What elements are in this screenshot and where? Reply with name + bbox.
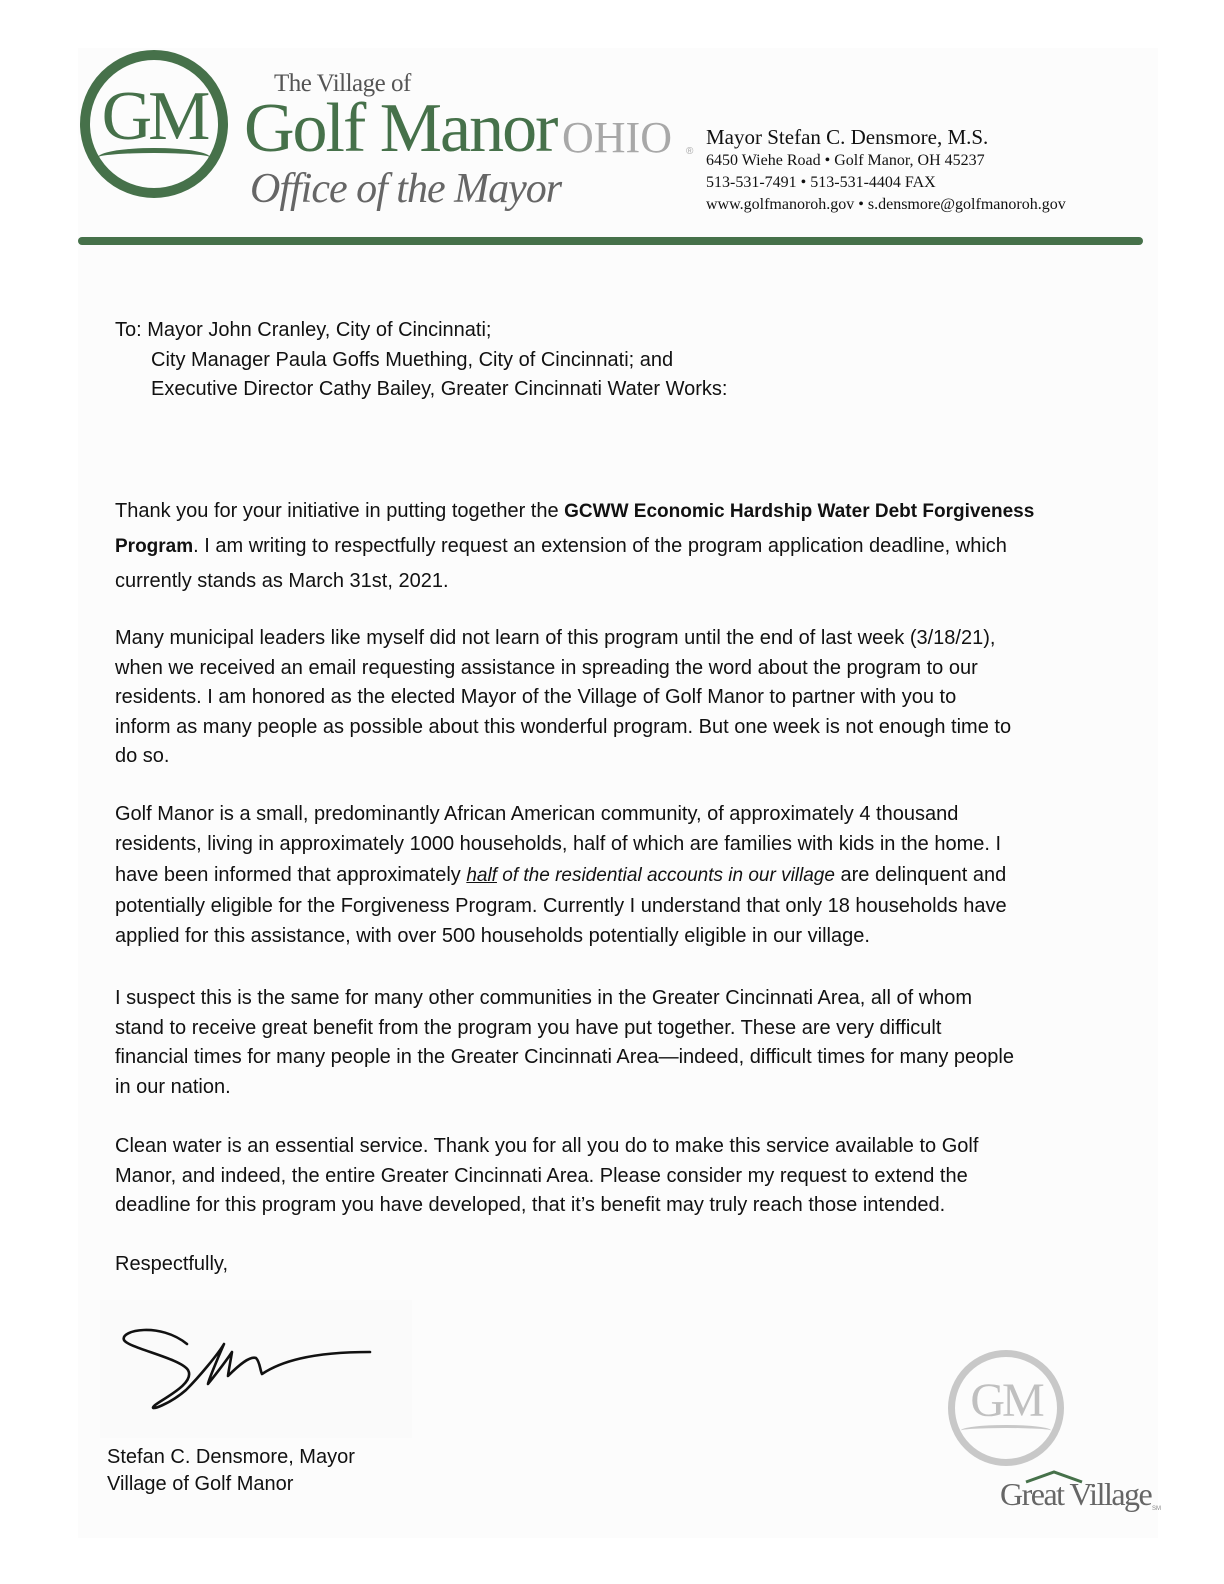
text-line: I suspect this is the same for many other communities in the Greater Cincinnati Area, all of whom [115, 987, 973, 1009]
footer-gm-logo [948, 1350, 1064, 1466]
village-of-label: The Village of [274, 70, 411, 97]
text-line: Clean water is an essential service. Thank you for all you do to make this service available to Golf [115, 1135, 979, 1157]
letterhead-divider [78, 237, 1143, 245]
text-line: in our nation. [115, 1075, 231, 1098]
text-line: inform as many people as possible about this wonderful program. But one week is not enough time to [115, 715, 1012, 738]
text-line: potentially eligible for the Forgiveness Program. Currently I understand that only 18 households have [115, 895, 1007, 917]
text-run: have been informed that approximately [115, 864, 467, 886]
logo-monogram: GM [101, 78, 207, 155]
signer-block [107, 1444, 355, 1498]
paragraph-5 [115, 1132, 1105, 1221]
text-line: residents. I am honored as the elected Mayor of the Village of Golf Manor to partner with you to [115, 686, 957, 708]
address: 6450 Wiehe Road • Golf Manor, OH 45237 [706, 152, 985, 169]
great-village-tagline: Great Village [1000, 1476, 1152, 1512]
recipient-line: To: Mayor John Cranley, City of Cincinnati; [115, 319, 492, 341]
footer-swoosh-icon [961, 1425, 1051, 1436]
contact-block [706, 124, 1066, 216]
service-mark: SM [1152, 1506, 1161, 1512]
signer-org: Village of Golf Manor [107, 1473, 294, 1495]
text-line: currently stands as March 31st, 2021. [115, 570, 449, 592]
text-line: Many municipal leaders like myself did not learn of this program until the end of last week (3/18/21), [115, 627, 996, 649]
text-line: applied for this assistance, with over 500 households potentially eligible in our village. [115, 924, 870, 947]
text-line: stand to receive great benefit from the program you have put together. These are very difficult [115, 1016, 942, 1039]
footer-monogram: GM [970, 1374, 1042, 1427]
signature-area [100, 1300, 412, 1438]
text-line: Golf Manor is a small, predominantly African American community, of approximately 4 thousand [115, 803, 959, 825]
text-run: . I am writing to respectfully request an extension of the program application deadline, which [193, 535, 1007, 557]
paragraph-2 [115, 624, 1105, 772]
emphasis-underlined: half [466, 865, 497, 886]
web-email: www.golfmanoroh.gov • s.densmore@golfmanoroh.gov [706, 196, 1066, 213]
text-line: financial times for many people in the Greater Cincinnati Area—indeed, difficult times for many people [115, 1046, 1014, 1068]
office-of-mayor: Office of the Mayor [250, 166, 562, 212]
text-line: do so. [115, 745, 170, 767]
text-line: residents, living in approximately 1000 households, half of which are families with kids in the home. I [115, 832, 1002, 855]
phone-fax: 513-531-7491 • 513-531-4404 FAX [706, 174, 936, 191]
text-run: are delinquent and [834, 864, 1007, 886]
gm-logo-emblem [80, 50, 228, 198]
logo-swoosh-icon [98, 148, 210, 167]
signer-name: Stefan C. Densmore, Mayor [107, 1446, 355, 1468]
paragraph-3 [115, 800, 1105, 951]
paragraph-4 [115, 984, 1105, 1102]
mayor-title: Mayor Stefan C. Densmore, M.S. [706, 125, 989, 149]
program-name: Program [115, 536, 194, 557]
recipients-block [115, 316, 727, 405]
text-line: when we received an email requesting assistance in spreading the word about the program to our [115, 656, 978, 679]
program-name: GCWW Economic Hardship Water Debt Forgiveness [564, 501, 1035, 522]
emphasis-italic: of the residential accounts in our village [496, 865, 835, 886]
recipient-line: Executive Director Cathy Bailey, Greater Cincinnati Water Works: [151, 378, 728, 400]
signature-icon [100, 1300, 412, 1438]
salutation: Respectfully, [115, 1253, 229, 1275]
state-label: OHIO [562, 113, 672, 162]
registered-mark: ® [686, 146, 694, 157]
text-run: Thank you for your initiative in putting together the [115, 500, 565, 522]
recipient-line: City Manager Paula Goffs Muething, City of Cincinnati; and [151, 348, 674, 371]
village-name: Golf Manor [244, 90, 557, 167]
text-line: Manor, and indeed, the entire Greater Cincinnati Area. Please consider my request to extend the [115, 1164, 968, 1187]
text-line: deadline for this program you have developed, that it’s benefit may truly reach those intended. [115, 1194, 946, 1216]
paragraph-1 [115, 494, 1105, 598]
